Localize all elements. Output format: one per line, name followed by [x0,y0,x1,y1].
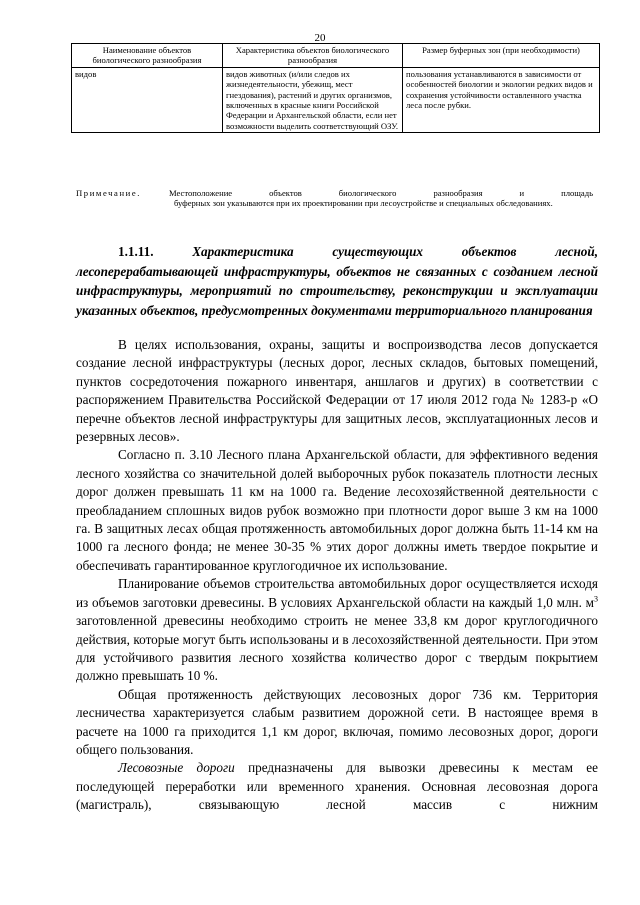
section-number: 1.1.11. [118,244,154,259]
section-heading [76,242,598,320]
paragraph-text: заготовленной древесины необходимо строить не менее 33,8 км дорог круглогодичного действия, которые могут быть использованы и в лесохозяйственной деятельности. При этом для устойчивого развития лесного хозяйства количество дорог с твердым покрытием должно превышать 10 %. [76,613,598,684]
superscript: 3 [594,594,598,604]
note-label: Примечание. [76,188,142,198]
paragraph-text: предназначены для вывозки древесины к местам ее последующей переработки или временного хранения. Основная лесовозная дорога (магистраль), связывающую лесной массив с нижним [76,760,598,813]
page-number: 20 [314,32,326,44]
column-header: Размер буферных зон (при необходимости) [403,44,600,68]
paragraph-text: Планирование объемов строительства автомобильных дорог осуществляется исходя из объемов заготовки древесины. В условиях Архангельской области на каждый 1,0 млн. м [76,576,598,610]
note-first-line: Местоположение объектов биологического разнообразия и площадь [169,188,593,198]
body-text [76,336,598,815]
column-header: Наименование объектов биологического разнообразия [72,44,223,68]
table-cell: видов животных (и/или следов их жизнедеятельности, убежищ, мест гнездования), растений и других организмов, включенных в красные книги Российской Федерации и Архангельской области, если нет возможности выделить соответствующий ОЗУ. [223,67,403,132]
paragraph [76,759,598,814]
section-title: Характеристика существующих объектов лесной, лесоперерабатывающей инфраструктуры, объектов не связанных с созданием лесной инфраструктуры, мероприятий по строительству, реконструкции и эксплуатации указанных объектов, предусмотренных документами территориального планирования [76,244,598,318]
table-cell: видов [72,67,223,132]
note-continuation: буферных зон указываются при их проектировании при лесоустройстве и специальных обследованиях. [174,198,553,209]
table-cell: пользования устанавливаются в зависимости от особенностей биологии и экологии редких видов и сохранения устойчивости оставленного участка леса после рубки. [403,67,600,132]
paragraph: Общая протяженность действующих лесовозных дорог 736 км. Территория лесничества характеризуется слабым развитием дорожной сети. В настоящее время в расчете на 1000 га приходится 1,1 км дорог, включая, помимо лесовозных дорог, дороги общего пользования. [76,686,598,757]
paragraph: Согласно п. 3.10 Лесного плана Архангельской области, для эффективного ведения лесного хозяйства со значительной долей выборочных рубок показатель плотности лесных дорог должен превышать 11 км на 1000 га. Ведение лесохозяйственной деятельности с преобладанием сплошных видов рубок возможно при плотности дорог выше 3 км на 1000 га. В защитных лесах общая протяженность автомобильных дорог должна быть 11-14 км на 1000 га лесного фонда; не менее 30-35 % этих дорог должны иметь твердое покрытие и обеспечивать гарантированное круглогодичное их использование. [76,447,598,573]
table-note [76,188,598,209]
table-header-row [72,44,600,68]
table-row [72,67,600,132]
paragraph [76,575,598,685]
paragraph-lead: Лесовозные дороги [118,760,235,776]
biodiversity-table [71,43,600,133]
paragraph: В целях использования, охраны, защиты и воспроизводства лесов допускается создание лесной инфраструктуры (лесных дорог, лесных складов, бытовых помещений, пунктов сосредоточения пожарного инвентаря, аншлагов и других) в соответствии с распоряжением Правительства Российской Федерации от 17 июля 2012 года № 1283-р «О перечне объектов лесной инфраструктуры для защитных лесов, эксплуатационных лесов и резервных лесов». [76,337,598,445]
column-header: Характеристика объектов биологического разнообразия [223,44,403,68]
